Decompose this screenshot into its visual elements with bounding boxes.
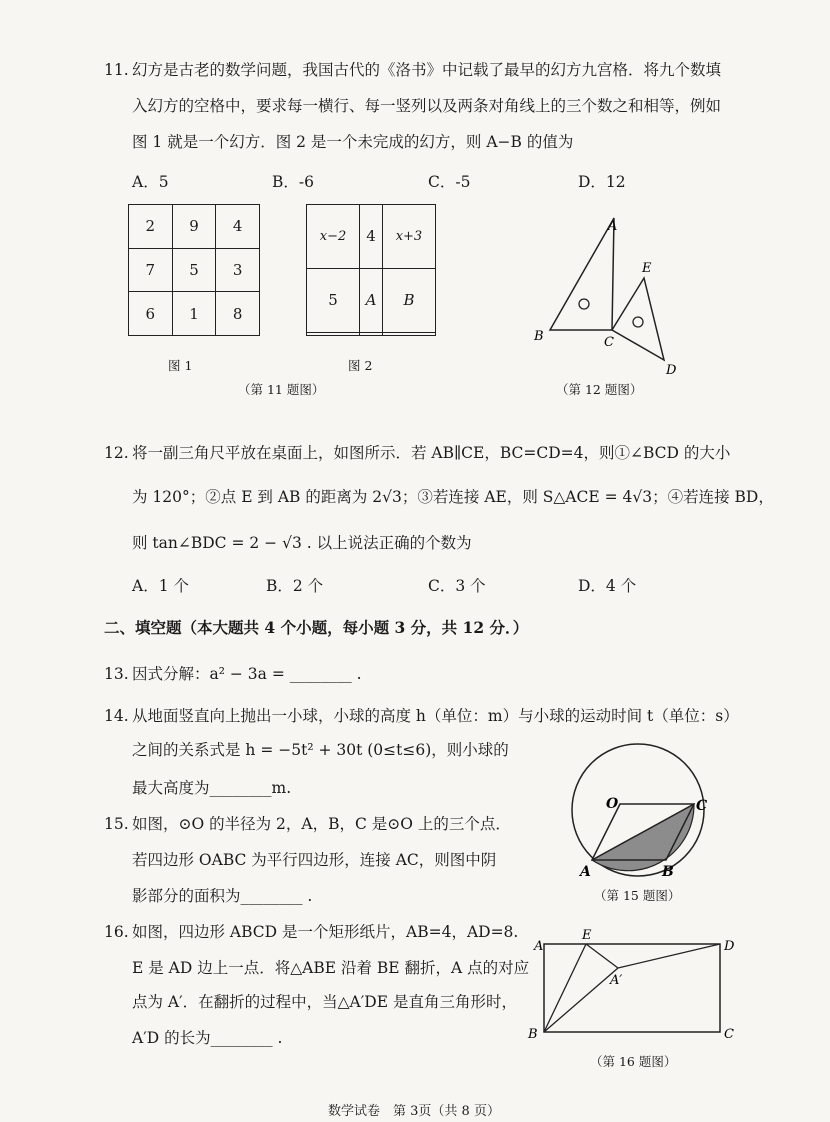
fig2-caption: 图 2 [348, 358, 373, 373]
q14-line2: 之间的关系式是 h = −5t² + 30t (0≤t≤6)，则小球的 [132, 741, 509, 759]
fig1-caption: 图 1 [168, 358, 193, 373]
q15-number: 15. [104, 815, 129, 833]
q11-option-d: D．12 [578, 173, 626, 191]
q14-line1: 从地面竖直向上抛出一小球，小球的高度 h（单位：m）与小球的运动时间 t（单位：s） [132, 707, 739, 725]
q11-line1: 幻方是古老的数学问题，我国古代的《洛书》中记载了最早的幻方九宫格．将九个数填 [132, 61, 722, 79]
q16-line1: 如图，四边形 ABCD 是一个矩形纸片，AB=4，AD=8. [132, 923, 519, 941]
q12-line1: 将一副三角尺平放在桌面上，如图所示．若 AB∥CE，BC=CD=4，则①∠BCD 的大小 [132, 444, 731, 462]
q15-line2: 若四边形 OABC 为平行四边形，连接 AC，则图中阴 [132, 851, 497, 869]
fig1-cell: 7 [129, 248, 173, 292]
fig2-cell: x−2 [307, 205, 360, 269]
q16-line4: A′D 的长为________ . [132, 1029, 283, 1047]
fig16-rectangle [524, 926, 744, 1046]
q12-line2: 为 120°；②点 E 到 AB 的距离为 2√3；③若连接 AE，则 S△ACE = 4√3；④若连接 BD， [132, 488, 774, 506]
magic-square-fig2 [306, 204, 436, 336]
fig16-label-a: A [534, 939, 544, 954]
fig16-label-e: E [582, 928, 592, 943]
q12-option-c: C．3 个 [428, 577, 486, 595]
q12-option-d: D．4 个 [578, 577, 637, 595]
fig2-cell: A [360, 268, 383, 332]
fig15-label-c: C [696, 798, 708, 814]
q14-number: 14. [104, 707, 129, 725]
q12-option-a: A．1 个 [132, 577, 189, 595]
q16-line2: E 是 AD 边上一点．将△ABE 沿着 BE 翻折，A 点的对应 [132, 959, 530, 977]
fig2-cell [307, 332, 360, 335]
fig12-caption: （第 12 题图） [556, 382, 643, 397]
fig16-label-d: D [724, 939, 735, 954]
q11-option-a: A．5 [132, 173, 169, 191]
fig12-label-c: C [604, 335, 614, 350]
q15-line1: 如图，⊙O 的半径为 2，A，B，C 是⊙O 上的三个点． [132, 815, 511, 833]
fig1-cell: 1 [172, 292, 216, 336]
fig15-caption: （第 15 题图） [594, 888, 681, 903]
fig2-cell [360, 332, 383, 335]
q13-number: 13. [104, 665, 129, 683]
q13-text: 因式分解：a² − 3a = ________ . [132, 665, 362, 683]
fig16-label-c: C [724, 1027, 734, 1042]
q11-line3: 图 1 就是一个幻方．图 2 是一个未完成的幻方，则 A−B 的值为 [132, 133, 574, 151]
q16-line3: 点为 A′．在翻折的过程中，当△A′DE 是直角三角形时， [132, 993, 517, 1011]
q12-line3: 则 tan∠BDC = 2 − √3 . 以上说法正确的个数为 [132, 534, 472, 552]
fig15-label-b: B [662, 864, 674, 880]
page-footer: 数学试卷 第 3页（共 8 页） [328, 1104, 500, 1119]
fig12-label-e: E [642, 261, 652, 276]
fig16-label-b: B [528, 1027, 538, 1042]
fig16-caption: （第 16 题图） [590, 1054, 677, 1069]
magic-square-fig1 [128, 204, 260, 336]
fig12-triangles [520, 208, 690, 380]
fig1-cell: 4 [216, 205, 260, 249]
fig1-cell: 8 [216, 292, 260, 336]
section-title: 二、填空题（本大题共 4 个小题，每小题 3 分，共 12 分．） [104, 618, 529, 637]
fig15-label-a: A [580, 864, 591, 880]
fig2-cell: 4 [360, 205, 383, 269]
fig12-label-a: A [608, 219, 618, 234]
q11-option-c: C．-5 [428, 173, 471, 191]
fig1-cell: 5 [172, 248, 216, 292]
q15-line3: 影部分的面积为________ . [132, 887, 313, 905]
fig1-cell: 6 [129, 292, 173, 336]
fig15-circle [556, 742, 716, 882]
fig2-cell: B [382, 268, 435, 332]
q11-option-b: B．-6 [272, 173, 314, 191]
q12-option-b: B．2 个 [266, 577, 324, 595]
q16-number: 16. [104, 923, 129, 941]
q11-number: 11. [104, 61, 129, 79]
fig1-cell: 3 [216, 248, 260, 292]
fig2-cell: 5 [307, 268, 360, 332]
fig1-cell: 2 [129, 205, 173, 249]
fig12-label-b: B [534, 329, 544, 344]
fig11-caption: （第 11 题图） [238, 382, 325, 397]
fig2-cell: x+3 [382, 205, 435, 269]
fig2-cell [382, 332, 435, 335]
q14-line3: 最大高度为________m. [132, 779, 292, 797]
fig16-label-a-prime: A′ [610, 973, 623, 988]
q11-line2: 入幻方的空格中，要求每一横行、每一竖列以及两条对角线上的三个数之和相等，例如 [132, 97, 722, 115]
q12-number: 12. [104, 444, 129, 462]
fig15-label-o: O [606, 796, 619, 812]
fig1-cell: 9 [172, 205, 216, 249]
fig12-label-d: D [666, 363, 677, 378]
